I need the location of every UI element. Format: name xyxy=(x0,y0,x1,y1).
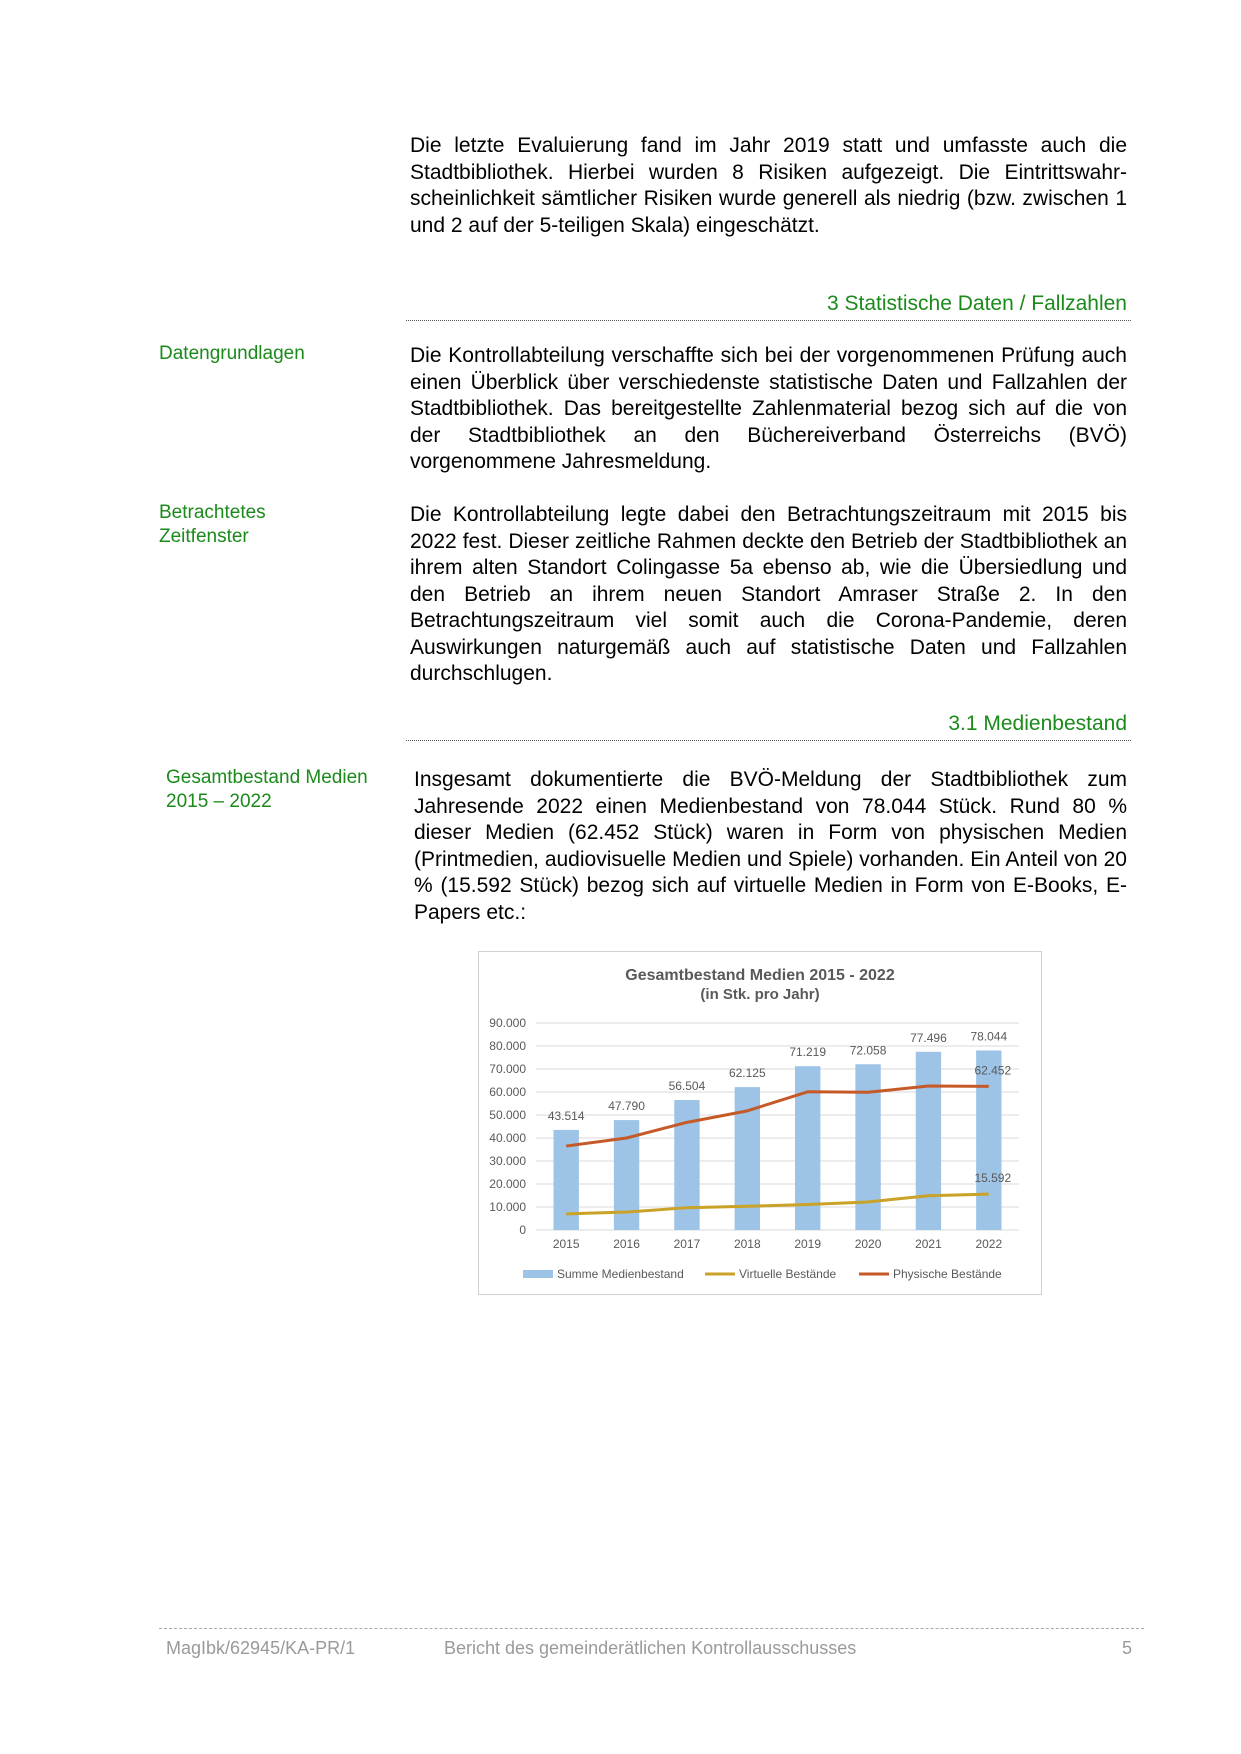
line-data-label: 62.452 xyxy=(974,1063,1012,1078)
section-heading-3-1 xyxy=(406,706,1131,741)
legend-label-virtuelle: Virtuelle Bestände xyxy=(739,1267,837,1281)
x-tick-label: 2022 xyxy=(975,1237,1003,1251)
sidenote-zeitfenster-line2: Zeitfenster xyxy=(159,525,249,547)
footer-page-number: 5 xyxy=(1121,1638,1132,1658)
line-data-label: 15.592 xyxy=(974,1171,1012,1186)
x-tick-label: 2021 xyxy=(915,1237,942,1251)
y-tick-label: 50.000 xyxy=(489,1108,526,1122)
y-tick-label: 60.000 xyxy=(489,1085,526,1099)
y-tick-label: 10.000 xyxy=(489,1200,526,1214)
bar-2021 xyxy=(916,1052,941,1230)
footer-reference: MagIbk/62945/KA-PR/1 xyxy=(166,1638,356,1658)
sidenote-zeitfenster-line1: Betrachtetes xyxy=(159,502,266,523)
paragraph-medienbestand: Insgesamt dokumentierte die BVÖ-Meldung der Stadtbibliothek zum Jahresende 2022 einen Medienbestand von 78.044 Stück. Rund 80 % dieser Medien (62.452 Stück) waren in Form von physischen Medien (Printmedien, audiovisuelle Medien und Spiele) vorhanden. Ein Anteil von 20 % (15.592 Stück) bezog sich auf virtuelle Medien in Form von E-Books, E-Papers etc.: xyxy=(414,768,1127,924)
sidenote-gesamtbestand-line2: 2015 – 2022 xyxy=(166,790,272,812)
legend-swatch-summe xyxy=(523,1270,553,1278)
sidenote-datengrundlagen: Datengrundlagen xyxy=(159,343,305,364)
sidenote-zeitfenster xyxy=(159,501,389,548)
bar-2020 xyxy=(855,1064,880,1230)
bar-data-label: 62.125 xyxy=(728,1066,766,1081)
bar-2022 xyxy=(976,1050,1001,1230)
x-tick-label: 2020 xyxy=(854,1237,882,1251)
bar-data-label: 77.496 xyxy=(910,1030,947,1045)
page-footer xyxy=(159,1628,1144,1669)
y-tick-label: 70.000 xyxy=(489,1062,526,1076)
x-tick-label: 2018 xyxy=(733,1237,761,1251)
x-tick-label: 2019 xyxy=(794,1237,822,1251)
legend-label-physische: Physische Bestände xyxy=(893,1267,1002,1281)
y-tick-label: 80.000 xyxy=(489,1039,526,1053)
x-tick-label: 2017 xyxy=(673,1237,701,1251)
y-tick-label: 0 xyxy=(519,1223,526,1237)
chart-title: Gesamtbestand Medien 2015 - 2022 xyxy=(625,967,895,984)
section-heading-3-1-text: 3.1 Medienbestand xyxy=(948,712,1127,735)
bar-data-label: 43.514 xyxy=(547,1108,585,1123)
sidenote-gesamtbestand-line1: Gesamtbestand Medien xyxy=(166,767,368,788)
legend-label-summe: Summe Medienbestand xyxy=(557,1267,684,1281)
y-tick-label: 30.000 xyxy=(489,1154,526,1168)
chart-svg xyxy=(479,952,1041,1294)
bar-data-label: 78.044 xyxy=(970,1029,1008,1044)
footer-title: Bericht des gemeinderätlichen Kontrollausschusses xyxy=(444,1638,857,1658)
paragraph-evaluierung: Die letzte Evaluierung fand im Jahr 2019 statt und umfasste auch die Stadtbibliothek. Hierbei wurden 8 Risiken aufgezeigt. Die Eintrittswahrscheinlichkeit sämtlicher Risiken wurde generell als niedrig (bzw. zwischen 1 und 2 auf der 5-teiligen Skala) eingeschätzt. xyxy=(410,134,1127,237)
chart-subtitle: (in Stk. pro Jahr) xyxy=(700,986,820,1003)
y-tick-label: 90.000 xyxy=(489,1016,526,1030)
section-heading-3-text: 3 Statistische Daten / Fallzahlen xyxy=(827,292,1127,315)
bar-data-label: 72.058 xyxy=(849,1043,887,1058)
x-tick-label: 2016 xyxy=(613,1237,640,1251)
sidenote-gesamtbestand xyxy=(166,766,396,813)
x-tick-label: 2015 xyxy=(552,1237,580,1251)
bar-data-label: 47.790 xyxy=(608,1099,645,1114)
paragraph-zeitfenster: Die Kontrollabteilung legte dabei den Betrachtungszeitraum mit 2015 bis 2022 fest. Dieser zeitliche Rahmen deckte den Betrieb der Stadtbibliothek an ihrem alten Standort Colingasse 5a ebenso ab, wie die Übersiedlung und den Betrieb an ihrem neuen Standort Amraser Straße 2. In den Betrachtungszeitraum viel somit auch die Corona-Pandemie, deren Auswirkungen naturgemäß auch auf statistische Daten und Fallzahlen durchschlugen. xyxy=(410,503,1127,685)
chart-container xyxy=(478,951,1042,1295)
bar-data-label: 71.219 xyxy=(789,1045,827,1060)
y-tick-label: 40.000 xyxy=(489,1131,526,1145)
section-heading-3 xyxy=(406,286,1131,321)
bar-data-label: 56.504 xyxy=(668,1079,706,1094)
y-tick-label: 20.000 xyxy=(489,1177,526,1191)
paragraph-datengrundlagen: Die Kontrollabteilung verschaffte sich bei der vorgenommenen Prüfung auch einen Überblick über verschiedenste statistische Daten und Fallzahlen der Stadtbibliothek. Das bereitgestellte Zahlenmaterial bezog sich auf die von der Stadtbibliothek an den Büchereiverband Österreichs (BVÖ) vorgenommene Jahresmeldung. xyxy=(410,344,1127,473)
